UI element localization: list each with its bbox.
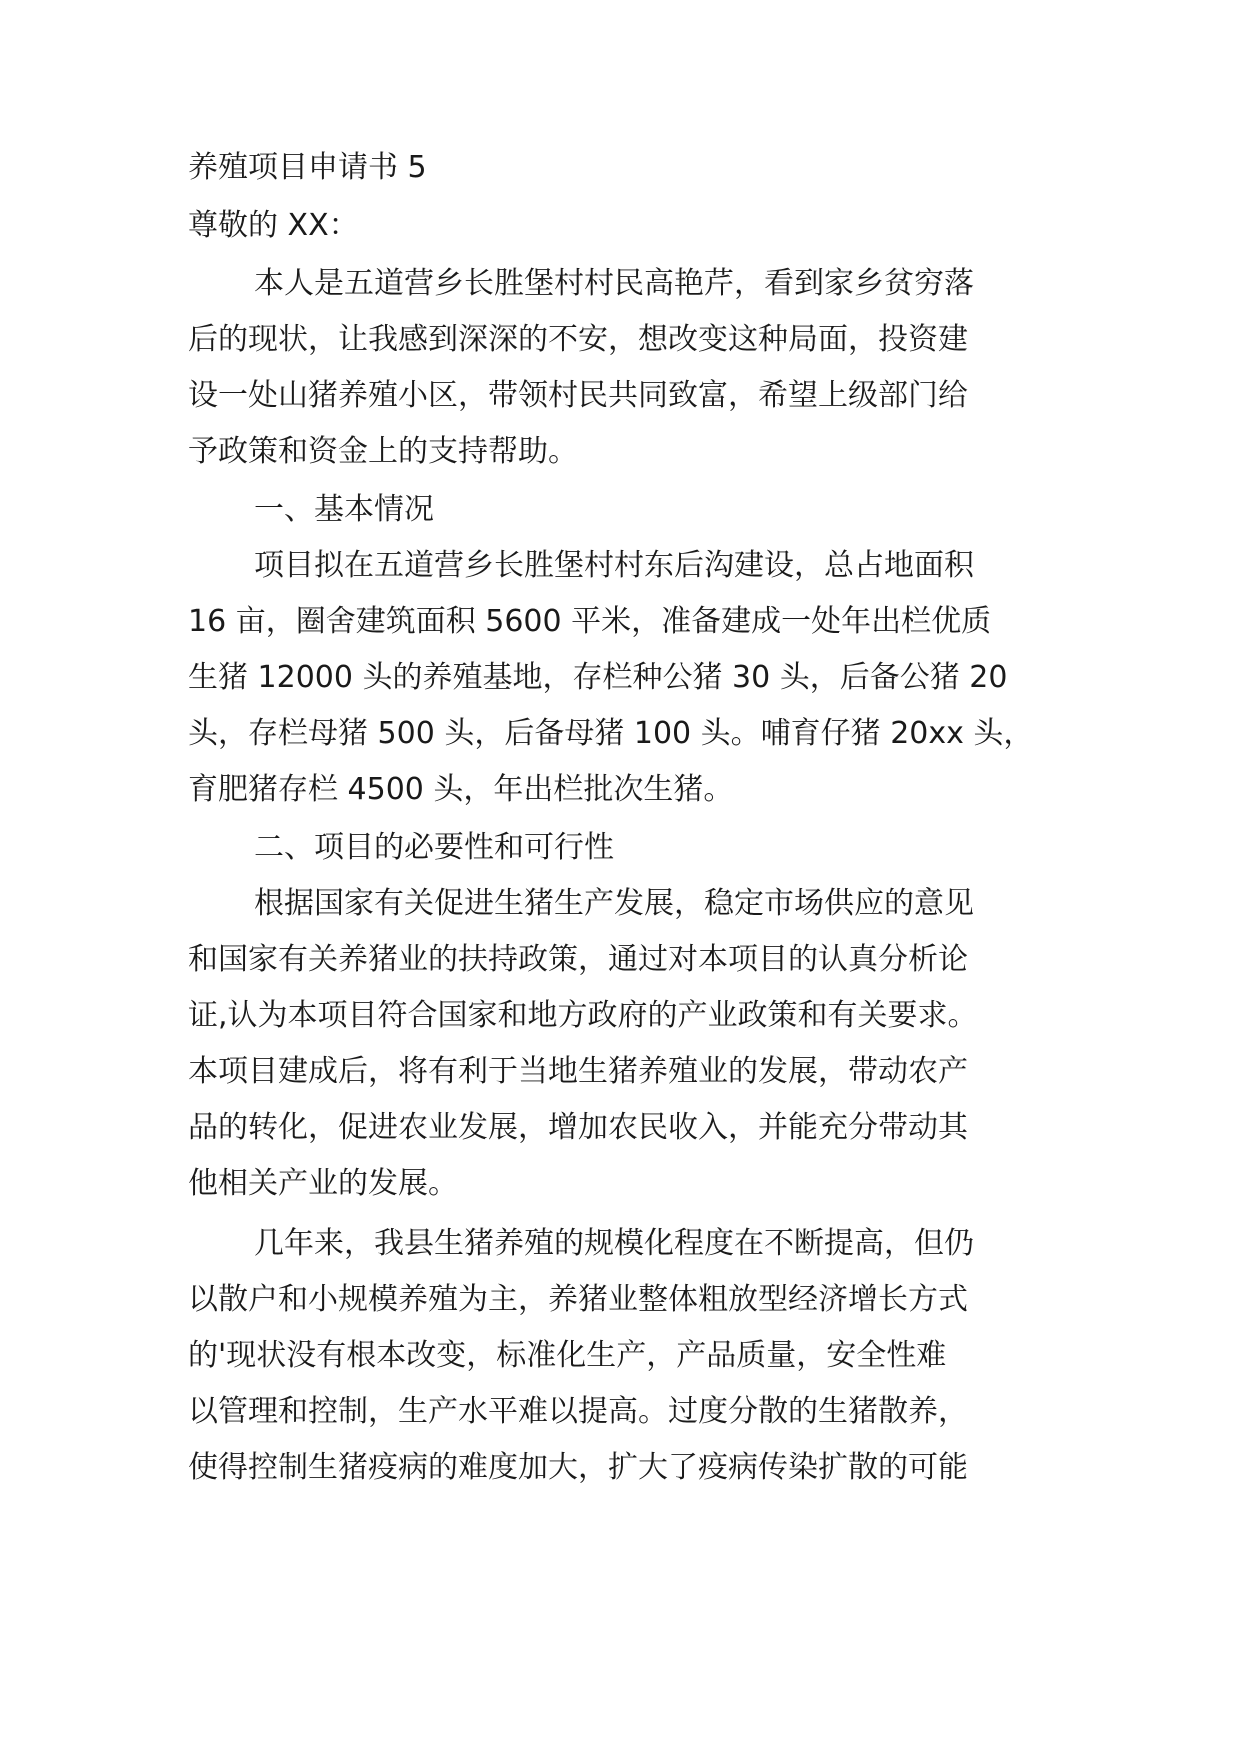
section-heading: 一、基本情况: [254, 492, 434, 527]
paragraph-line: 几年来，我县生猪养殖的规模化程度在不断提高，但仍: [254, 1226, 974, 1261]
paragraph-line: 16 亩，圈舍建筑面积 5600 平米，准备建成一处年出栏优质: [188, 604, 992, 639]
paragraph-line: 项目拟在五道营乡长胜堡村村东后沟建设，总占地面积: [254, 548, 974, 583]
paragraph-line: 根据国家有关促进生猪生产发展，稳定市场供应的意见: [254, 886, 974, 921]
paragraph-line: 本人是五道营乡长胜堡村村民高艳芹，看到家乡贫穷落: [254, 266, 974, 301]
paragraph-line: 以管理和控制，生产水平难以提高。过度分散的生猪散养，: [188, 1394, 968, 1429]
paragraph-line: 品的转化，促进农业发展，增加农民收入，并能充分带动其: [188, 1110, 968, 1145]
paragraph-line: 予政策和资金上的支持帮助。: [188, 434, 578, 469]
salutation: 尊敬的 XX：: [188, 208, 359, 243]
section-heading: 二、项目的必要性和可行性: [254, 830, 614, 865]
paragraph-line: 的'现状没有根本改变，标准化生产，产品质量，安全性难: [188, 1338, 947, 1373]
paragraph-line: 育肥猪存栏 4500 头，年出栏批次生猪。: [188, 772, 734, 807]
paragraph-line: 以散户和小规模养殖为主，养猪业整体粗放型经济增长方式: [188, 1282, 968, 1317]
paragraph-line: 证,认为本项目符合国家和地方政府的产业政策和有关要求。: [188, 998, 978, 1033]
paragraph-line: 头，存栏母猪 500 头，后备母猪 100 头。哺育仔猪 20xx 头，: [188, 716, 1034, 751]
paragraph-line: 后的现状，让我感到深深的不安，想改变这种局面，投资建: [188, 322, 968, 357]
paragraph-line: 使得控制生猪疫病的难度加大，扩大了疫病传染扩散的可能: [188, 1450, 968, 1485]
paragraph-line: 和国家有关养猪业的扶持政策，通过对本项目的认真分析论: [188, 942, 968, 977]
paragraph-line: 设一处山猪养殖小区，带领村民共同致富，希望上级部门给: [188, 378, 968, 413]
paragraph-line: 他相关产业的发展。: [188, 1166, 458, 1201]
document-title: 养殖项目申请书 5: [188, 150, 427, 185]
paragraph-line: 生猪 12000 头的养殖基地，存栏种公猪 30 头，后备公猪 20: [188, 660, 1008, 695]
paragraph-line: 本项目建成后，将有利于当地生猪养殖业的发展，带动农产: [188, 1054, 968, 1089]
